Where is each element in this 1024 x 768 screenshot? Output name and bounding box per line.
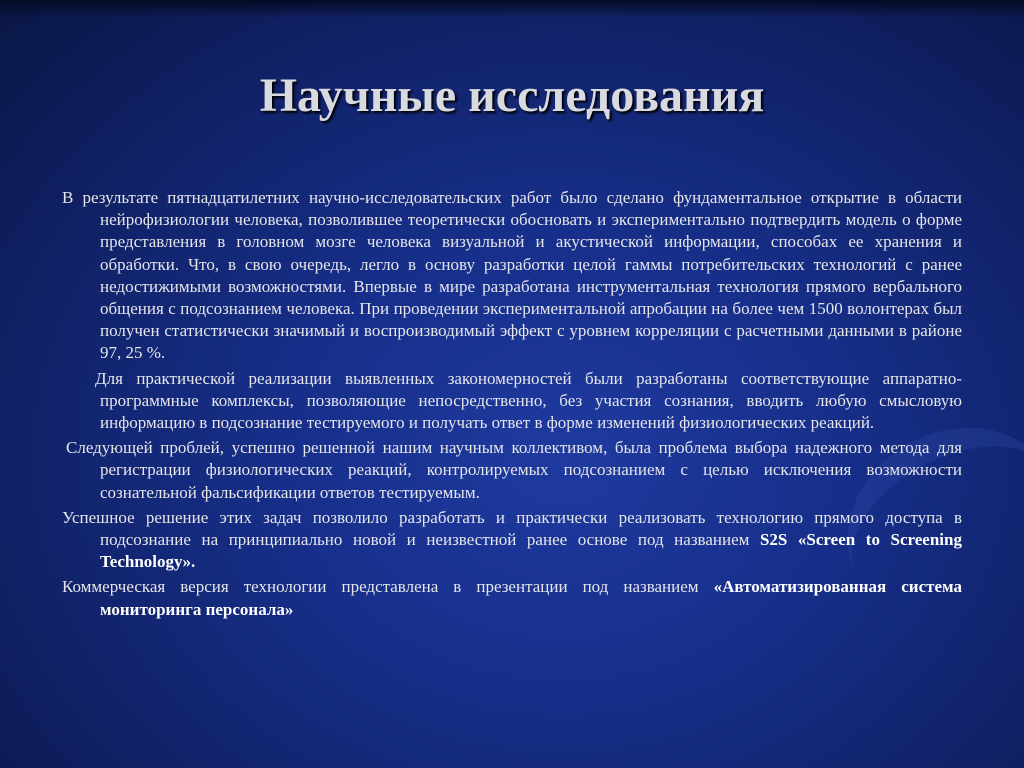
commercial-system-name: «Автоматизированная система мониторинга персонала» xyxy=(100,577,962,619)
paragraph-commercial-text: Коммерческая версия технологии представлена в презентации под названием xyxy=(62,577,714,597)
paragraph-next-problem: Следующей проблей, успешно решенной нашим научным коллективом, была проблема выбора надежного метода для регистрации физиологических реакций, контролируемых подсознанием с целью исключения возможности сознательной фальсификации ответов тестируемым. xyxy=(66,438,962,502)
top-dark-band xyxy=(0,0,1024,18)
paragraph-practical-implementation: Для практической реализации выявленных закономерностей были разработаны соответствующие аппаратно- программные комплексы, позволяющие непосредственно, без участия сознания, вводить любую смысловую информацию в подсознание тестируемого и получать ответ в форме изменений физиологических реакций. xyxy=(95,368,962,433)
paragraph-research-results: В результате пятнадцатилетних научно-исследовательских работ было сделано фундаментальное открытие в области нейрофизиологии человека, позволившее теоретически обосновать и экспериментально подтвердить модель о форме представления в головном мозге человека визуальной и акустической информации, способах ее хранения и обработки. Что, в свою очередь, легло в основу разработки целой гаммы потребительских технологий с ранее недостижимыми возможностями. Впервые в мире разработана инструментальная технология прямого вербального общения с подсознанием человека. При проведении экспериментальной апробации на более чем 1500 волонтерах был получен статистически значимый и воспроизводимый эффект с уровнем корреляции с расчетными данными в районе 97, 25 %. xyxy=(62,188,962,363)
paragraph-commercial-version xyxy=(62,576,962,620)
slide-body xyxy=(62,187,962,624)
slide-title: Научные исследования xyxy=(259,69,765,122)
paragraph-s2s-technology xyxy=(62,507,962,574)
s2s-technology-name: S2S «Screen to Screening Technology». xyxy=(100,530,962,572)
paragraph-s2s-text: Успешное решение этих задач позволило разработать и практически реализовать технологию прямого доступа в подсознание на принципиально новой и неизвестной ранее основе под названием xyxy=(62,507,962,550)
